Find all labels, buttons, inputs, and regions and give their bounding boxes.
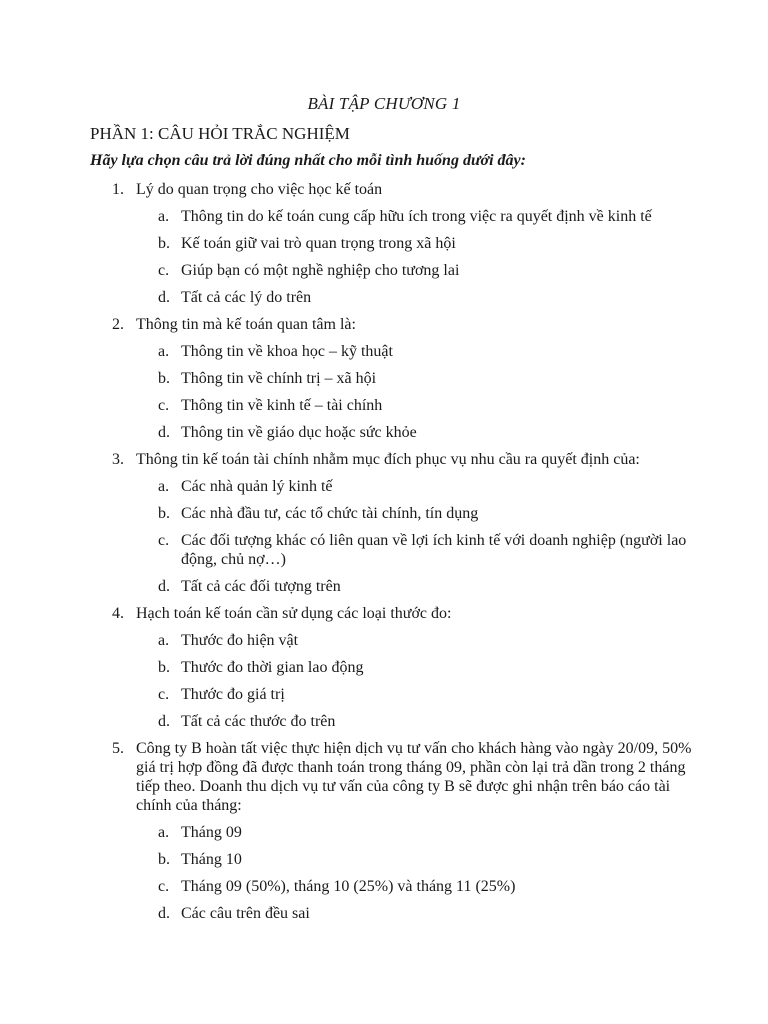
answer-option: [158, 261, 692, 280]
option-letter: a.: [158, 632, 170, 649]
question-text: Thông tin kế toán tài chính nhằm mục đích phục vụ nhu cầu ra quyết định của:: [136, 451, 640, 468]
question-number: 2.: [112, 316, 124, 333]
question-text: Hạch toán kế toán cần sử dụng các loại thước đo:: [136, 605, 452, 622]
question-line: [112, 739, 692, 815]
option-text: Thông tin về kinh tế – tài chính: [181, 397, 383, 414]
option-letter: d.: [158, 289, 170, 306]
option-letter: a.: [158, 208, 170, 225]
question-line: [112, 315, 692, 334]
answer-option: [158, 877, 692, 896]
document-title: BÀI TẬP CHƯƠNG 1: [307, 94, 461, 113]
option-text: Thông tin do kế toán cung cấp hữu ích trong việc ra quyết định về kinh tế: [181, 208, 652, 225]
option-text: Các nhà đầu tư, các tổ chức tài chính, tín dụng: [181, 505, 479, 522]
answer-option: [158, 288, 692, 307]
option-text: Kế toán giữ vai trò quan trọng trong xã hội: [181, 235, 456, 252]
option-text: Giúp bạn có một nghề nghiệp cho tương lai: [181, 262, 460, 279]
option-letter: b.: [158, 235, 170, 252]
option-letter: c.: [158, 686, 170, 703]
question-line: [112, 450, 692, 469]
question-text: Công ty B hoàn tất việc thực hiện dịch vụ tư vấn cho khách hàng vào ngày 20/09, 50% giá trị hợp đồng đã được thanh toán trong tháng 09, phần còn lại trả dần trong 2 tháng tiếp theo. Doanh thu dịch vụ tư vấn của công ty B sẽ được ghi nhận trên báo cáo tài chính của tháng:: [136, 740, 692, 814]
option-letter: b.: [158, 370, 170, 387]
question-item: [112, 450, 692, 596]
answer-option: [158, 423, 692, 442]
answer-option: [158, 685, 692, 704]
answer-option: [158, 631, 692, 650]
option-text: Thước đo hiện vật: [181, 632, 299, 649]
answer-option: [158, 904, 692, 923]
option-letter: b.: [158, 659, 170, 676]
option-text: Các đối tượng khác có liên quan về lợi ích kinh tế với doanh nghiệp (người lao động, chủ nợ…): [181, 532, 687, 568]
option-text: Các câu trên đều sai: [181, 905, 310, 922]
answer-option: [158, 531, 692, 569]
question-line: [112, 180, 692, 199]
question-item: [112, 739, 692, 923]
option-letter: c.: [158, 262, 170, 279]
question-item: [112, 315, 692, 442]
option-text: Tháng 09 (50%), tháng 10 (25%) và tháng 11 (25%): [181, 878, 516, 895]
option-text: Thước đo thời gian lao động: [181, 659, 364, 676]
option-text: Thước đo giá trị: [181, 686, 285, 703]
question-item: [112, 604, 692, 731]
option-text: Tất cả các thước đo trên: [181, 713, 336, 730]
answer-option: [158, 396, 692, 415]
option-letter: a.: [158, 478, 170, 495]
question-item: [112, 180, 692, 307]
option-letter: d.: [158, 713, 170, 730]
option-letter: a.: [158, 343, 170, 360]
answer-option: [158, 342, 692, 361]
option-text: Các nhà quản lý kinh tế: [181, 478, 333, 495]
question-number: 5.: [112, 740, 124, 757]
answer-option: [158, 850, 692, 869]
option-text: Tất cả các lý do trên: [181, 289, 312, 306]
answer-option: [158, 658, 692, 677]
option-letter: b.: [158, 851, 170, 868]
answer-option: [158, 577, 692, 596]
option-letter: a.: [158, 824, 170, 841]
option-text: Thông tin về giáo dục hoặc sức khỏe: [181, 424, 417, 441]
question-list: [112, 180, 692, 931]
option-text: Tháng 10: [181, 851, 242, 868]
option-text: Tháng 09: [181, 824, 242, 841]
answer-option: [158, 823, 692, 842]
option-text: Thông tin về khoa học – kỹ thuật: [181, 343, 393, 360]
question-line: [112, 604, 692, 623]
answer-option: [158, 234, 692, 253]
option-letter: c.: [158, 397, 170, 414]
option-letter: c.: [158, 532, 170, 549]
answer-option: [158, 207, 692, 226]
option-letter: c.: [158, 878, 170, 895]
question-number: 1.: [112, 181, 124, 198]
option-letter: d.: [158, 905, 170, 922]
option-letter: d.: [158, 578, 170, 595]
answer-option: [158, 712, 692, 731]
question-text: Thông tin mà kế toán quan tâm là:: [136, 316, 356, 333]
option-letter: b.: [158, 505, 170, 522]
section-title: PHẦN 1: CÂU HỎI TRẮC NGHIỆM: [90, 124, 350, 143]
question-number: 4.: [112, 605, 124, 622]
option-text: Tất cả các đối tượng trên: [181, 578, 341, 595]
answer-option: [158, 504, 692, 523]
answer-option: [158, 369, 692, 388]
answer-option: [158, 477, 692, 496]
option-letter: d.: [158, 424, 170, 441]
instruction-text: Hãy lựa chọn câu trả lời đúng nhất cho mỗi tình huống dưới đây:: [90, 152, 526, 169]
option-text: Thông tin về chính trị – xã hội: [181, 370, 377, 387]
question-number: 3.: [112, 451, 124, 468]
question-text: Lý do quan trọng cho việc học kế toán: [136, 181, 383, 198]
